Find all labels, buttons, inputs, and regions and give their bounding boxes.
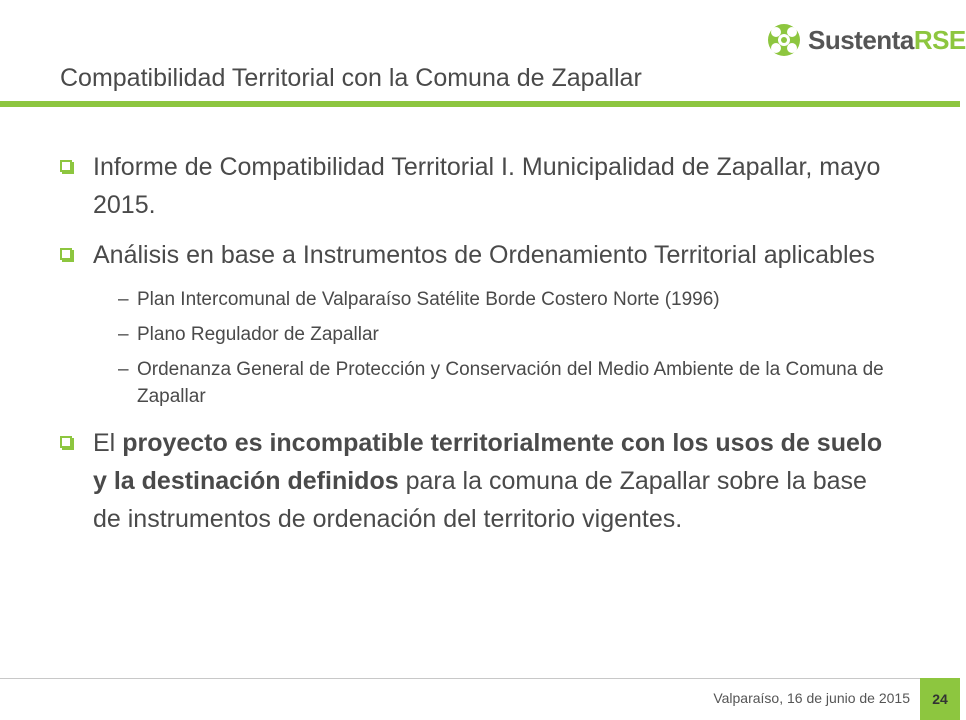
sub-item (60, 286, 900, 313)
title-divider (0, 101, 960, 107)
sustenta-rse-logo-icon (766, 22, 802, 58)
logo-wordmark: SustentaRSE (808, 24, 966, 55)
conclusion-bold: proyecto es incompatible territorialmente con los usos de suelo y la destinación definidos (93, 429, 883, 495)
conclusion-prefix: El (93, 429, 123, 457)
slide-title: Compatibilidad Territorial con la Comuna de Zapallar (60, 64, 642, 92)
bullet-text: Informe de Compatibilidad Territorial I. Municipalidad de Zapallar, mayo 2015. (93, 153, 881, 219)
dash-icon: – (118, 324, 129, 345)
checkbox-bullet-icon (60, 248, 72, 260)
page-number: 24 (920, 678, 960, 720)
conclusion-bullet (60, 424, 900, 538)
sub-item (60, 356, 900, 410)
sub-item-text: Ordenanza General de Protección y Conservación del Medio Ambiente de la Comuna de Zapallar (137, 359, 884, 407)
checkbox-bullet-icon (60, 436, 72, 448)
dash-icon: – (118, 359, 129, 380)
slide-content (60, 148, 900, 550)
sustentarse-logo (766, 20, 966, 60)
sub-item-text: Plano Regulador de Zapallar (137, 324, 379, 345)
bullet-item (60, 236, 900, 274)
footer-divider (0, 678, 960, 679)
sub-item-text: Plan Intercomunal de Valparaíso Satélite Borde Costero Norte (1996) (137, 289, 720, 310)
bullet-item (60, 148, 900, 224)
sub-item (60, 321, 900, 348)
checkbox-bullet-icon (60, 160, 72, 172)
conclusion-suffix: para la comuna de Zapallar sobre la base de instrumentos de ordenación del territorio vigentes. (93, 467, 867, 533)
dash-icon: – (118, 289, 129, 310)
footer-date: Valparaíso, 16 de junio de 2015 (713, 690, 910, 706)
bullet-text: Análisis en base a Instrumentos de Ordenamiento Territorial aplicables (93, 241, 875, 269)
